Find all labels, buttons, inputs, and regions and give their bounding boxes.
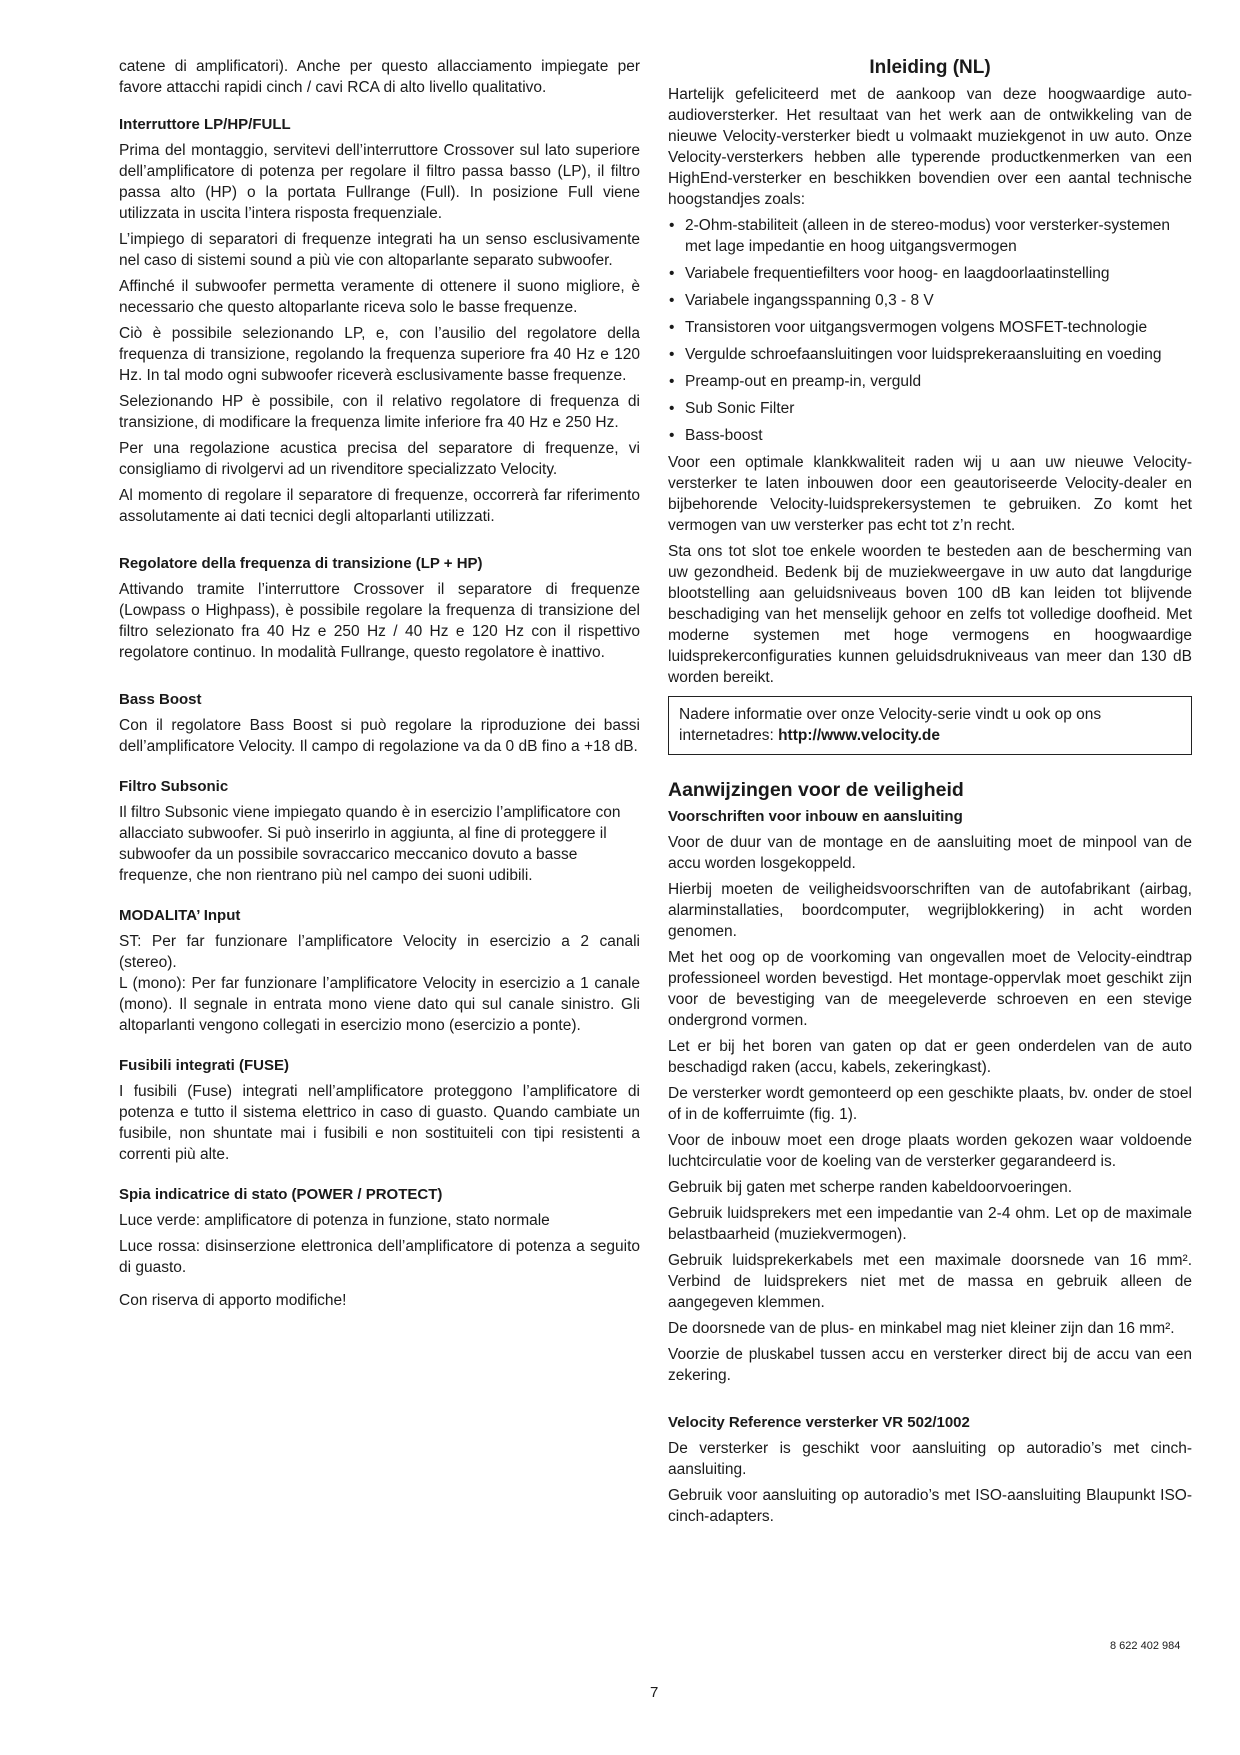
paragraph: Attivando tramite l’interruttore Crossover il separatore di frequenze (Lowpass o Highpass), è possibile regolare la frequenza di transizione del filtro selezionato fra 40 Hz e 250 Hz / 40 Hz e 120 Hz con il rispettivo regolatore continuo. In modalità Fullrange, questo regolatore è inattivo. xyxy=(119,581,640,661)
list-item: • Bass-boost xyxy=(668,425,1192,446)
list-item: • 2-Ohm-stabiliteit (alleen in de stereo-modus) voor versterker-systemen met lage impedantie en hoog uitgangsvermogen xyxy=(668,215,1192,257)
page-title: Inleiding (NL) xyxy=(869,57,991,78)
intro-paragraph: catene di amplificatori). Anche per questo allacciamento impiegate per favore attacchi rapidi cinch / cavi RCA di alto livello qualitativo. xyxy=(119,58,640,96)
paragraph: Il filtro Subsonic viene impiegato quando è in esercizio l’amplificatore con allacciato subwoofer. Si può inserirlo in aggiunta, al fine di proteggere il subwoofer da un possibile sovraccarico meccanico dovuto a basse frequenze, che non rientrano più nel campo dei suoni udibili. xyxy=(119,804,621,884)
paragraph: ST: Per far funzionare l’amplificatore Velocity in esercizio a 2 canali (stereo). xyxy=(119,933,640,971)
paragraph: L’impiego di separatori di frequenze integrati ha un senso esclusivamente nel caso di sistemi sound a più vie con altoparlante separato subwoofer. xyxy=(119,231,640,269)
paragraph: Let er bij het boren van gaten op dat er geen onderdelen van de auto beschadigd raken (accu, kabels, zekeringkast). xyxy=(668,1038,1192,1076)
info-box-text: Nadere informatie over onze Velocity-serie vindt u ook op ons internetadres: xyxy=(679,706,1102,744)
website-link[interactable]: http://www.velocity.de xyxy=(778,727,940,744)
paragraph: Voorzie de pluskabel tussen accu en versterker direct bij de accu van een zekering. xyxy=(668,1346,1192,1384)
list-item: • Vergulde schroefaansluitingen voor luidsprekeraansluiting en voeding xyxy=(668,344,1192,365)
paragraph: Al momento di regolare il separatore di frequenze, occorrerà far riferimento assolutamente ai dati tecnici degli altoparlanti utilizzati. xyxy=(119,487,640,525)
paragraph: Affinché il subwoofer permetta veramente di ottenere il suono migliore, è necessario che questo altoparlante riceva solo le basse frequenze. xyxy=(119,278,640,316)
list-item: • Variabele frequentiefilters voor hoog- en laagdoorlaatinstelling xyxy=(668,263,1192,284)
paragraph: Voor de duur van de montage en de aansluiting moet de minpool van de accu worden losgekoppeld. xyxy=(668,834,1192,872)
paragraph: Gebruik luidsprekers met een impedantie van 2-4 ohm. Let op de maximale belastbaarheid (muziekvermogen). xyxy=(668,1205,1192,1243)
paragraph: Luce verde: amplificatore di potenza in funzione, stato normale xyxy=(119,1212,550,1229)
paragraph: De doorsnede van de plus- en minkabel mag niet kleiner zijn dan 16 mm². xyxy=(668,1320,1175,1337)
paragraph: I fusibili (Fuse) integrati nell’amplificatore proteggono l’amplificatore di potenza e tutto il sistema elettrico in caso di guasto. Quando cambiate un fusibile, non shuntate mai i fusibili e non sostituiteli con tipi resistenti a correnti più alte. xyxy=(119,1083,640,1163)
right-column xyxy=(668,56,1192,1532)
section-heading-bass-boost: Bass Boost xyxy=(119,691,202,708)
paragraph: Gebruik bij gaten met scherpe randen kabeldoorvoeringen. xyxy=(668,1179,1073,1196)
list-item: • Sub Sonic Filter xyxy=(668,398,1192,419)
reserve-note: Con riserva di apporto modifiche! xyxy=(119,1292,347,1309)
feature-list xyxy=(668,215,1192,446)
paragraph: Met het oog op de voorkoming van ongevallen moet de Velocity-eindtrap professioneel worden bevestigd. Het montage-oppervlak moet geschikt zijn voor de bevestiging van de meegeleverde schroeven en een stevige ondergrond vormen. xyxy=(668,949,1192,1029)
section-heading-fuse: Fusibili integrati (FUSE) xyxy=(119,1057,290,1074)
paragraph: L (mono): Per far funzionare l’amplificatore Velocity in esercizio a 1 canale (mono). Il segnale in entrata mono viene dato qui sul canale sinistro. Gli altoparlanti vengono collegati in esercizio mono (esercizio a ponte). xyxy=(119,975,640,1034)
list-item: • Preamp-out en preamp-in, verguld xyxy=(668,371,1192,392)
paragraph: De versterker is geschikt voor aansluiting op autoradio’s met cinch-aansluiting. xyxy=(668,1440,1192,1478)
paragraph: Selezionando HP è possibile, con il relativo regolatore di frequenza di transizione, di modificare la frequenza limite inferiore fra 40 Hz e 250 Hz. xyxy=(119,393,640,431)
paragraph: Per una regolazione acustica precisa del separatore di frequenze, vi consigliamo di rivolgervi ad un rivenditore specializzato Velocity. xyxy=(119,440,640,478)
paragraph: Voor een optimale klankkwaliteit raden wij u aan uw nieuwe Velocity-versterker te laten inbouwen door een geautoriseerde Velocity-dealer en bijbehorende Velocity-luidsprekersystemen te gebruiken. Zo komt het vermogen van uw versterker pas echt tot z’n recht. xyxy=(668,454,1192,534)
section-heading-crossover: Regolatore della frequenza di transizione (LP + HP) xyxy=(119,555,483,572)
section-heading-safety: Aanwijzingen voor de veiligheid xyxy=(668,779,964,801)
list-item: • Variabele ingangsspanning 0,3 - 8 V xyxy=(668,290,1192,311)
paragraph: Hierbij moeten de veiligheidsvoorschriften van de autofabrikant (airbag, alarminstallaties, boordcomputer, wegrijblokkering) in acht worden genomen. xyxy=(668,881,1192,940)
paragraph: De versterker wordt gemonteerd op een geschikte plaats, bv. onder de stoel of in de kofferruimte (fig. 1). xyxy=(668,1085,1192,1123)
section-heading-status: Spia indicatrice di stato (POWER / PROTECT) xyxy=(119,1186,443,1203)
intro-paragraph: Hartelijk gefeliciteerd met de aankoop van deze hoogwaardige auto-audioversterker. Het resultaat van het werk aan de ontwikkeling van de nieuwe Velocity-versterker biedt u volmaakt muziekgenot in uw auto. Onze Velocity-versterkers hebben alle typerende productkenmerken van een HighEnd-versterker en beschikken bovendien over een aantal technische hoogstandjes zoals: xyxy=(668,86,1192,208)
list-item: • Transistoren voor uitgangsvermogen volgens MOSFET-technologie xyxy=(668,317,1192,338)
paragraph: Con il regolatore Bass Boost si può regolare la riproduzione dei bassi dell’amplificatore Velocity. Il campo di regolazione va da 0 dB fino a +18 dB. xyxy=(119,717,640,755)
paragraph: Gebruik voor aansluiting op autoradio’s met ISO-aansluiting Blaupunkt ISO-cinch-adapters. xyxy=(668,1487,1192,1525)
paragraph: Ciò è possibile selezionando LP, e, con l’ausilio del regolatore della frequenza di transizione, regolando la frequenza superiore fra 40 Hz e 120 Hz. In tal modo ogni subwoofer riceverà esclusivamente basse frequenze. xyxy=(119,325,640,384)
document-code: 8 622 402 984 xyxy=(1110,1640,1181,1652)
info-box xyxy=(668,696,1192,755)
section-subheading-installation: Voorschriften voor inbouw en aansluiting xyxy=(668,808,963,825)
paragraph: Voor de inbouw moet een droge plaats worden gekozen waar voldoende luchtcirculatie voor de koeling van de versterker gegarandeerd is. xyxy=(668,1132,1192,1170)
section-heading-subsonic: Filtro Subsonic xyxy=(119,778,229,795)
section-heading-switch: Interruttore LP/HP/FULL xyxy=(119,116,291,133)
page-number: 7 xyxy=(650,1684,659,1701)
section-heading-reference: Velocity Reference versterker VR 502/1002 xyxy=(668,1414,970,1431)
paragraph: Sta ons tot slot toe enkele woorden te besteden aan de bescherming van uw gezondheid. Bedenk bij de muziekweergave in uw auto dat langdurige blootstelling aan geluidsniveaus boven 100 dB kan leiden tot blijvende beschadiging van het menselijk gehoor en zelfs tot volledige doofheid. Met moderne systemen met hoge vermogens en hoogwaardige luidsprekerconfiguraties kunnen geluidsdrukniveaus van meer dan 130 dB worden bereikt. xyxy=(668,543,1192,686)
left-column xyxy=(119,56,640,1316)
paragraph: Luce rossa: disinserzione elettronica dell’amplificatore di potenza a seguito di guasto. xyxy=(119,1238,640,1276)
paragraph: Prima del montaggio, servitevi dell’interruttore Crossover sul lato superiore dell’amplificatore di potenza per regolare il filtro passa basso (LP), il filtro passa alto (HP) o la portata Fullrange (Full). In posizione Full viene utilizzata in uscita l’intera risposta frequenziale. xyxy=(119,142,640,222)
paragraph: Gebruik luidsprekerkabels met een maximale doorsnede van 16 mm². Verbind de luidsprekers niet met de massa en gebruik alleen de aangegeven klemmen. xyxy=(668,1252,1192,1311)
section-heading-input-mode: MODALITA’ Input xyxy=(119,907,241,924)
